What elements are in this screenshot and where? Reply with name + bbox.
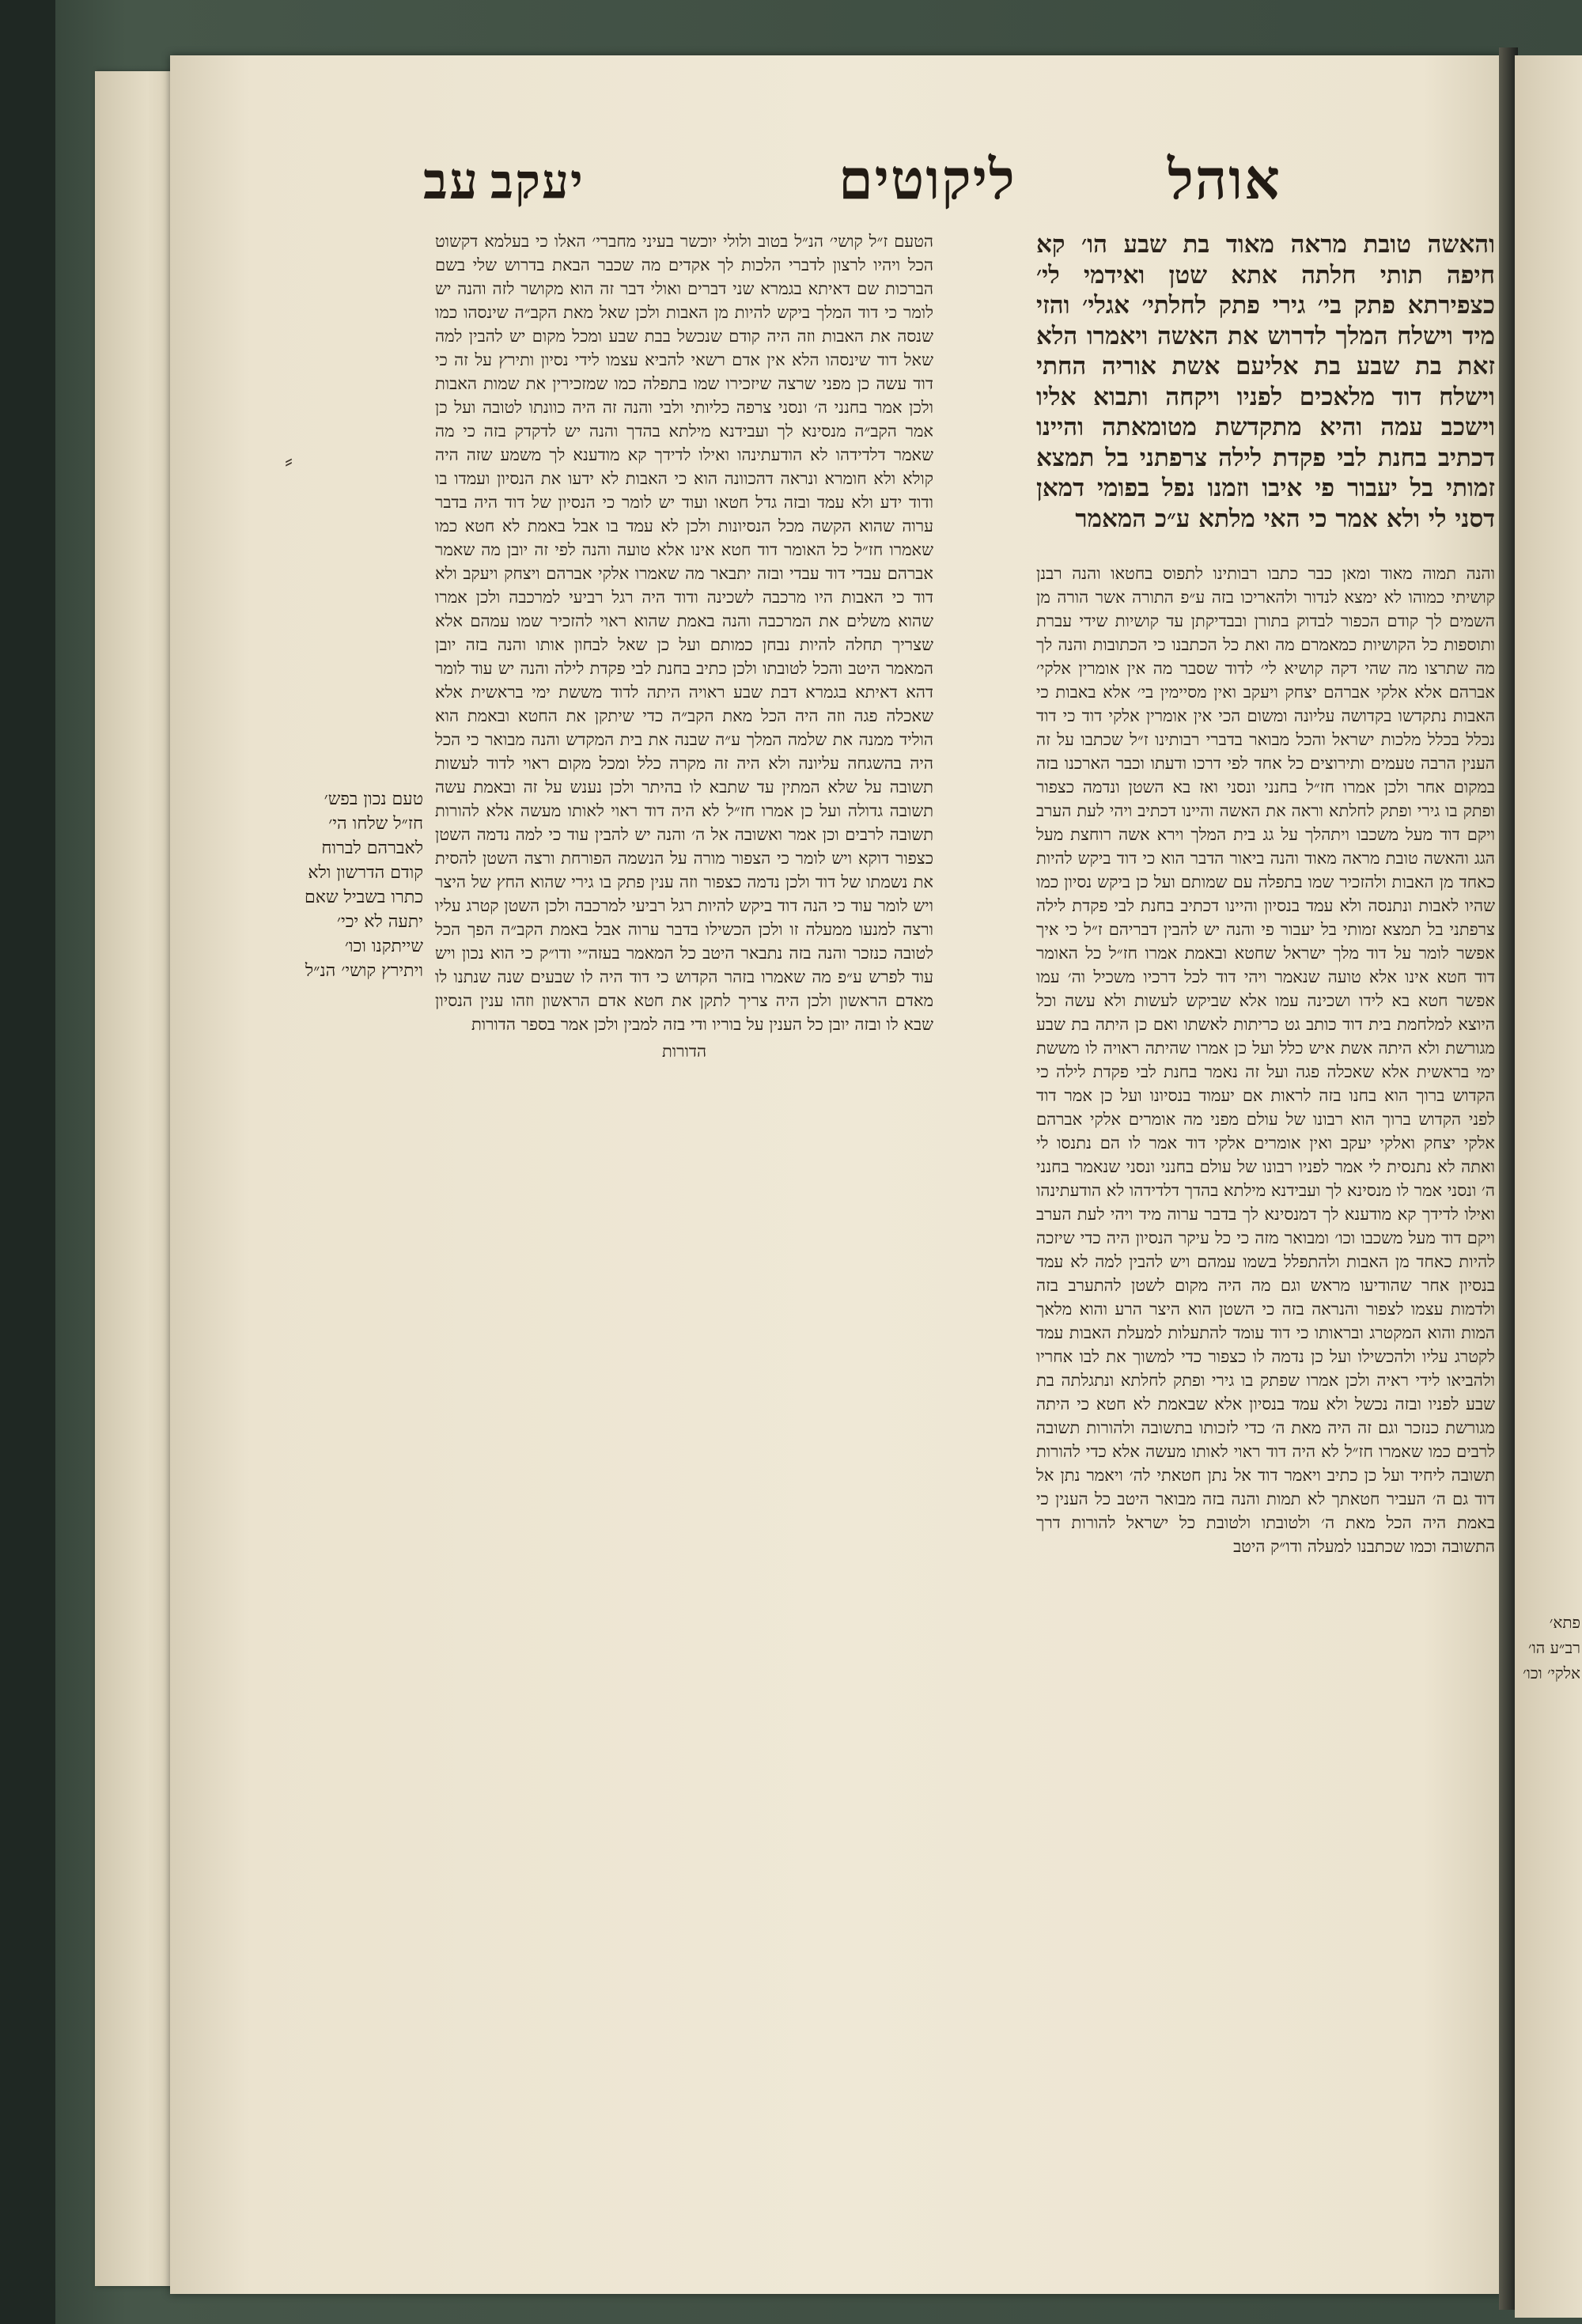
page-number: עב <box>423 152 480 211</box>
binding-edge <box>0 0 55 2324</box>
running-title-center: ליקוטים <box>838 146 1016 212</box>
running-title-left: יעקב <box>490 154 585 210</box>
opening-quotation-block <box>1036 229 1495 562</box>
margin-note <box>305 787 423 1009</box>
underlying-page-edge <box>95 71 182 2286</box>
right-column-text: והנה תמוה מאוד ומאן כבר כתבו רבותינו לתפוס בחטאו והנה רבנן קושיתי כמוהו לא ימצא לנדור ולהאריכו בזה ע״פ התורה אשר הורה מן השמים לך קודם הכפור לבדוק בתורן ובבדיקתן עד קושיות שידי עברת ותוספות כל הקושיות כמאמרם מה ואת כל הכתבנו כי הכתובות והנה לך מה שתרצו מה שהי דקה קושיא לי׳ לדוד שסבר מה אין אומרין אלקי׳ אברהם אלא אלקי אברהם יצחק ויעקב ואין מסיימין בי׳ אלא באבות כי האבות נתקדשו בקדושה עליונה ומשום הכי אין אומרין אלקי דוד כי דוד נכלל בכלל מלכות ישראל והכל מבואר בדברי רבותינו ז״ל שכתבו על זה הענין הרבה טעמים ותירוצים כל אחד לפי דרכו ודעתו וכבר הארכנו בזה במקום אחר ולכן אמרו חז״ל בחנני ונסני ואז בא השטן ונדמה כצפור ופתק בו גירי ופתק לחלתא וראה את האשה והיינו דכתיב ויהי לעת הערב ויקם דוד מעל משכבו ויתהלך על גג בית המלך וירא אשה רוחצת מעל הגג והאשה טובת מראה מאוד והנה ביאור הדבר הוא כי דוד ביקש להיות כאחד מן האבות ולהזכיר שמו בתפלה עם שמותם ועל כן ביקש נסיון כמו שהיו לאבות ונתנסה ולא עמד בנסיון והיינו דכתיב בחנת לבי פקדת לילה צרפתני בל תמצא זמותי בל יעבור פי והנה יש להבין דבריהם ז״ל כי איך אפשר לומר על דוד מלך ישראל שחטא ובאמת אמרו חז״ל כל האומר דוד חטא אינו אלא טועה שנאמר ויהי דוד לכל דרכיו משכיל וה׳ עמו אפשר חטא בא לידו ושכינה עמו אלא שביקש לעשות ולא עשה וכל היוצא למלחמת בית דוד כותב גט כריתות לאשתו ואם כן היתה בת שבע מגורשת ולא היתה אשת איש כלל ועל כן אמרו שהיתה ראויה לו מששת ימי בראשית אלא שאכלה פגה ועל זה נאמר בחנת לבי פקדת לילה כי הקדוש ברוך הוא בחנו בזה לראות אם יעמוד בנסיונו ועל כן אמר דוד לפני הקדוש ברוך הוא רבונו של עולם מפני מה אומרים אלקי אברהם אלקי יצחק ואלקי יעקב ואין אומרים אלקי דוד אמר לו הם נתנסו לי ואתה לא נתנסית לי אמר לפניו רבונו של עולם בחנני ונסני שנאמר בחנני ה׳ ונסני אמר לו מנסינא לך ועבידנא מילתא בהדך דלדידהו לא הודעתינהו ואילו לדידך קא מודענא לך דמנסינא לך בדבר ערוה מיד ויהי לעת הערב ויקם דוד מעל משכבו וכו׳ ומבואר מזה כי כל עיקר הנסיון היה כדי שיזכה להיות כאחד מן האבות ולהתפלל בשמו עמהם ויש להבין למה לא עמד בנסיון אחר שהודיעו מראש וגם מה היה מקום לשטן להתערב בזה ולדמות עצמו לצפור והנראה בזה כי השטן הוא היצר הרע והוא מלאך המות והוא המקטרג ובראותו כי דוד עומד להתעלות למעלת האבות עמד לקטרג עליו ולהכשילו ועל כן נדמה לו כצפור כדי למשוך את לבו אחריו ולהביאו לידי ראיה ולכן אמרו שפתק בו גירי ופתק לחלתא ונתגלתה בת שבע לפניו ובזה נכשל ולא עמד בנסיון אלא שבאמת לא חטא כי היתה מגורשת כנזכר וגם זה היה מאת ה׳ כדי לזכותו בתשובה ולהורות תשובה לרבים כמו שאמרו חז״ל לא היה דוד ראוי לאותו מעשה אלא כדי להורות תשובה ליחיד ועל כן כתיב ויאמר דוד אל נתן חטאתי לה׳ ויאמר נתן אל דוד גם ה׳ העביר חטאתך לא תמות והנה בזה מבואר היטב כל הענין כי באמת היה הכל מאת ה׳ ולטובתו ולטובת כל ישראל להורות דרך התשובה וכמו שכתבנו למעלה ודו״ק היטב <box>1036 564 1495 1556</box>
left-text-column <box>435 229 933 1993</box>
left-column-catchword: הדורות <box>661 1042 707 1061</box>
facing-page-edge <box>1515 55 1582 2318</box>
facing-page-text-fragment: פתא׳ רב״ע הו׳ אלקי׳ וכו׳ <box>1523 1613 1580 1682</box>
running-title-right: אוהל <box>1168 146 1281 212</box>
left-column-text: הטעם ז״ל קושי׳ הנ״ל בטוב ולולי יוכשר בעיני מחברי׳ האלו כי בעלמא דקשוט הכל ויהיו לרצון לדברי הלכות לך אקדים מה שכבר הבאת בדרוש שלי בשם הברכות שם דאיתא בגמרא שני דברים ואולי דבר זה הוא מקושר לזה והנה יש לומר כי דוד המלך ביקש להיות מן האבות ולכן שאל מאת הקב״ה שינסהו כמו שנסה את האבות וזה היה קודם שנכשל בבת שבע ומכל מקום יש להבין למה שאל דוד שינסהו הלא אין אדם רשאי להביא עצמו לידי נסיון ותירץ על זה כי דוד עשה כן מפני שרצה שיזכירו שמו בתפלה כמו שמזכירין את שמות האבות ולכן אמר בחנני ה׳ ונסני צרפה כליותי ולבי והנה זה היה כוונתו לטובה ועל כן אמר הקב״ה מנסינא לך ועבידנא מילתא בהדך והנה יש לדקדק בזה כי מה שאמר דלדידהו לא הודעתינהו ואילו לדידך קא מודענא לך משמע שזה היה קולא ולא חומרא ונראה דהכוונה הוא כי האבות לא ידעו את הנסיון ועמדו בו ודוד ידע ולא עמד ובזה גדל חטאו ועוד יש לומר כי הנסיון של דוד היה בדבר ערוה שהוא הקשה מכל הנסיונות ולכן לא עמד בו אבל באמת לא חטא כמו שאמרו חז״ל כל האומר דוד חטא אינו אלא טועה והנה לפי זה יובן מה שאמר אברהם עבדי דוד עבדי ובזה יתבאר מה שאמרו אלקי אברהם ויצחק ויעקב ולא דוד כי האבות היו מרכבה לשכינה ודוד היה רגל רביעי למרכבה ולכן אמרו שהוא משלים את המרכבה והנה באמת שהוא ראוי להזכיר שמו עמהם אלא שצריך תחלה להיות נבחן כמותם ועל כן שאל לבחון אותו והנה בזה יובן המאמר היטב והכל לטובתו ולכן כתיב בחנת לבי פקדת לילה והנה יש עוד לומר דהא דאיתא בגמרא דבת שבע ראויה היתה לדוד מששת ימי בראשית אלא שאכלה פגה וזה היה הכל מאת הקב״ה כדי שיתקן את החטא ובאמת הוא הוליד ממנה את שלמה המלך ע״ה שבנה את בית המקדש והנה מבואר כי הכל היה בהשגחה עליונה ולא היה זה מקרה כלל ומכל מקום ראוי לדוד לעשות תשובה על שלא המתין עד שתבא לו בהיתר ולכן נענש על זה ובאמת עשה תשובה גדולה ועל כן אמרו חז״ל לא היה דוד ראוי לאותו מעשה אלא להורות תשובה לרבים וכן אמר ואשובה אל ה׳ והנה יש להבין עוד כי למה נדמה השטן כצפור דוקא ויש לומר כי הצפור מורה על הנשמה הפורחת ורצה השטן להסית את נשמתו של דוד ולכן נדמה כצפור וזה ענין פתק בו גירי שהוא החץ של היצר ויש לומר עוד כי הנה דוד ביקש להיות רגל רביעי למרכבה ולכן השטן קטרג עליו ורצה למנעו ממעלה זו ולכן הכשילו בדבר ערוה אבל באמת הקב״ה הפך הכל לטובה כנזכר והנה בזה נתבאר היטב כל המאמר בעזה״י ודו״ק כי הוא נכון ויש עוד לפרש ע״פ מה שאמרו בזהר הקדוש כי דוד היה לו שבעים שנה שנתנו לו מאדם הראשון ולכן היה צריך לתקן את חטא אדם הראשון וזהו ענין הנסיון שבא לו ובזה יובן כל הענין על בוריו ודי בזה למבין ולכן אמר בספר הדורות <box>435 232 933 1034</box>
margin-ink-mark: ⸗ <box>285 447 293 475</box>
opening-quotation-text: והאשה טובת מראה מאוד בת שבע הו׳ קא חיפה תותי חלתה אתא שטן ואידמי לי׳ כצפירתא פתק בי׳ גירי פתק לחלתי׳ אגלי׳ והזי מיד וישלח המלך לדרוש את האשה ויאמרו הלא זאת בת שבע בת אליעם אשת אוריה החתי וישלח דוד מלאכים לפניו ויקחה ותבוא אליו וישכב עמה והיא מתקדשת מטומאתה והיינו דכתיב בחנת לבי פקדת לילה צרפתני בל תמצא זמותי בל יעבור פי איבו וזמנו נפל בפומי דמאן דסני לי ולא אמר כי האי מלתא ע״כ המאמר <box>1036 230 1495 533</box>
right-text-column <box>1036 562 1495 1993</box>
margin-note-text: טעם נכון בפש׳ חז״ל שלחו הי׳ לאברהם לברוח קודם הדרשון ולא כתרו בשביל שאם יתעה לא יכי׳ שייתקנו וכו׳ ויתירץ קושי׳ הנ״ל <box>305 789 423 981</box>
